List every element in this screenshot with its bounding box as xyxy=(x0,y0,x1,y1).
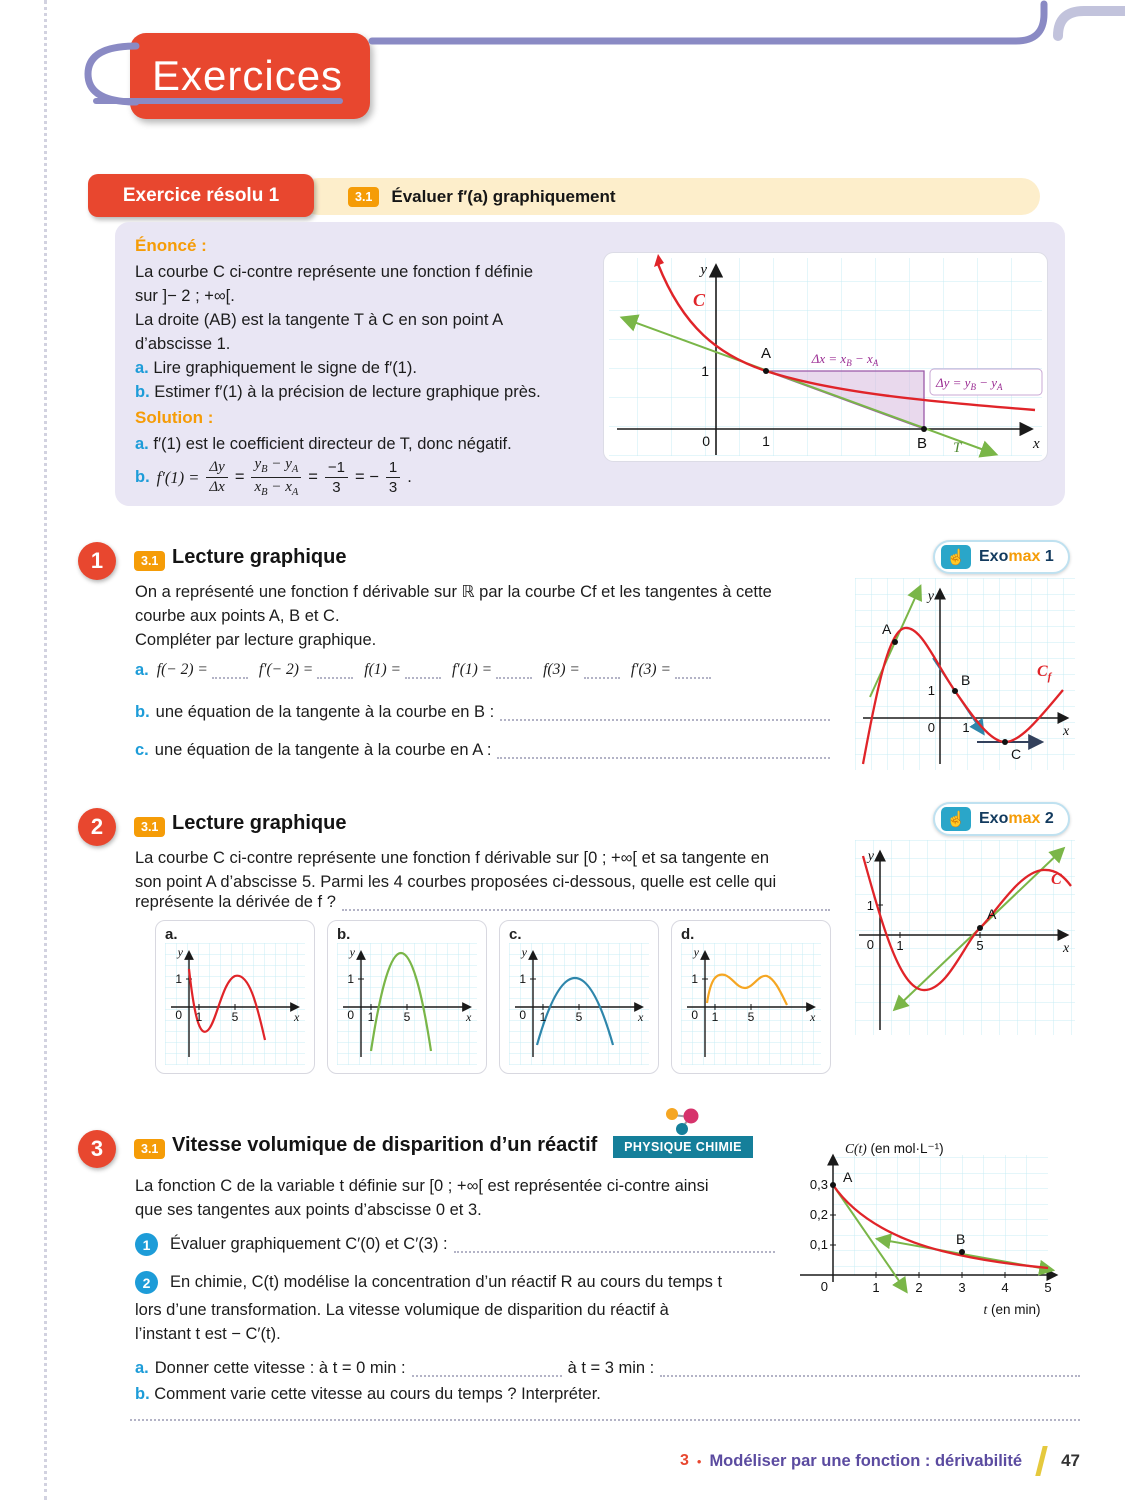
solution-b-prefix: b. xyxy=(135,468,150,487)
y-label-03: 0,3 xyxy=(809,1177,828,1192)
question-text: représente la dérivée de f ? xyxy=(135,893,336,911)
physics-chemistry-tag xyxy=(618,1106,748,1158)
x-label-3: 3 xyxy=(958,1280,966,1295)
question-b xyxy=(135,380,541,404)
tick-0: 0 xyxy=(927,720,935,735)
tick-0: 0 xyxy=(347,1008,354,1022)
footer-divider xyxy=(1035,1446,1047,1476)
option-card-b xyxy=(327,920,487,1074)
question-2-line-1: En chimie, C(t) modélise la concentration d’un réactif R au cours du temps t xyxy=(170,1273,723,1291)
enonce-line-4: d’abscisse 1. xyxy=(135,335,231,353)
blank-item: f(− 2) = xyxy=(157,658,248,682)
axis-label-x: x xyxy=(1063,941,1070,956)
blank-item: f′(− 2) = xyxy=(259,658,353,682)
axis-label-x: x xyxy=(810,1010,816,1024)
tick-5-x: 5 xyxy=(231,1010,239,1024)
x-label-0: 0 xyxy=(820,1279,828,1294)
point-A xyxy=(763,368,769,374)
question-b-prefix: b. xyxy=(135,703,150,721)
page-footer xyxy=(560,1446,1080,1476)
x-label-1: 1 xyxy=(872,1280,880,1295)
paragraph-line: On a représenté une fonction f dérivable sur ℝ par la courbe Cf et les tangentes à cette xyxy=(135,583,772,601)
enonce-line-1: La courbe C ci-contre représente une fonction f définie xyxy=(135,263,534,281)
exercise-3-graph xyxy=(790,1142,1075,1332)
section-badge: 3.1 xyxy=(134,817,165,837)
fraction-one-third: $\frac{1}{3}$ xyxy=(386,459,400,497)
label-B: B xyxy=(956,1231,966,1247)
resolved-exercise-box xyxy=(115,222,1065,506)
exercise-title: Vitesse volumique de disparition d’un réactif xyxy=(172,1134,598,1156)
section-badge: 3.1 xyxy=(134,1139,165,1159)
tick-5-x: 5 xyxy=(747,1010,755,1024)
axis-label-x: x xyxy=(1033,436,1040,452)
left-decoration-curve xyxy=(88,46,136,102)
tick-0: 0 xyxy=(175,1008,182,1022)
question-a-prefix: a. xyxy=(135,661,149,679)
axis-label-y: y xyxy=(521,945,527,959)
exercise-1-graph xyxy=(855,578,1075,770)
fill-in-row xyxy=(135,658,895,682)
x-label-2: 2 xyxy=(915,1280,923,1295)
grid xyxy=(833,1155,1048,1275)
resolved-label xyxy=(88,174,314,217)
label-curve: C xyxy=(1051,871,1062,888)
paragraph-line: Compléter par lecture graphique. xyxy=(135,631,377,649)
paragraph-line: La courbe C ci-contre représente une fonction f dérivable sur [0 ; +∞[ et sa tangente en xyxy=(135,849,770,867)
question-c-row xyxy=(135,738,830,762)
tick-1-x: 1 xyxy=(962,720,970,735)
y-axis-title: C(t) (en mol·L⁻¹) xyxy=(845,1142,944,1156)
axis-label-y: y xyxy=(927,589,934,604)
solution-b-formula xyxy=(135,456,412,499)
paragraph-line: La fonction C de la variable t définie sur [0 ; +∞[ est représentée ci-contre ainsi xyxy=(135,1177,709,1195)
x-label-4: 4 xyxy=(1001,1280,1009,1295)
formula-lead: f′(1) = xyxy=(156,467,200,487)
tick-1-y: 1 xyxy=(866,898,874,913)
answer-line xyxy=(454,1238,775,1253)
label-A: A xyxy=(761,345,772,362)
tick-5-x: 5 xyxy=(976,938,984,953)
axis-label-y: y xyxy=(867,849,874,864)
label-A: A xyxy=(987,906,997,922)
option-label: b. xyxy=(337,926,351,943)
label-B: B xyxy=(961,672,971,688)
footer-chapter-title: Modéliser par une fonction : dérivabilité xyxy=(709,1451,1023,1470)
exercise-title: Lecture graphique xyxy=(172,546,347,568)
answer-blank xyxy=(496,664,532,679)
tick-1-y: 1 xyxy=(347,972,354,986)
tick-1-x: 1 xyxy=(711,1010,719,1024)
axis-label-y: y xyxy=(693,945,699,959)
tick-0: 0 xyxy=(702,433,710,449)
question-a-prefix: a. xyxy=(135,1359,149,1377)
question-a-text-2: à t = 3 min : xyxy=(567,1359,655,1377)
blank-item: f(1) = xyxy=(364,658,441,682)
axis-label-x: x xyxy=(294,1010,300,1024)
molecule-icon xyxy=(657,1106,709,1136)
tick-1-y: 1 xyxy=(701,363,709,379)
period: . xyxy=(407,468,412,487)
binding-edge xyxy=(44,0,47,1500)
answer-line xyxy=(497,744,830,759)
question-a-text: Donner cette vitesse : à t = 0 min : xyxy=(154,1359,406,1377)
exomax-button[interactable] xyxy=(933,802,1070,836)
exercise-number-badge: 2 xyxy=(78,808,116,846)
question-2-number: 2 xyxy=(135,1271,158,1294)
axis-label-x: x xyxy=(1063,724,1070,739)
resolved-exercise-title: Évaluer f′(a) graphiquement xyxy=(391,186,616,206)
equals-minus: = − xyxy=(355,468,379,487)
equals-sign: = xyxy=(308,468,318,487)
question-b-prefix: b. xyxy=(135,1385,150,1403)
exomax-hand-icon: ☝ xyxy=(941,807,971,831)
solution-a xyxy=(135,432,512,456)
question-a-prefix: a. xyxy=(135,359,149,377)
exercise-title: Lecture graphique xyxy=(172,812,347,834)
question-b-text: Estimer f′(1) à la précision de lecture graphique près. xyxy=(154,383,541,401)
enonce-line-3: La droite (AB) est la tangente T à C en son point A xyxy=(135,311,504,329)
point-A xyxy=(892,639,898,645)
blank-item: f′(1) = xyxy=(452,658,532,682)
fraction-minus-one-third: $\frac{-1}{3}$ xyxy=(325,459,348,497)
question-b-row xyxy=(135,1382,601,1406)
page-banner xyxy=(130,33,370,119)
resolved-label-text: Exercice résolu 1 xyxy=(122,184,280,206)
tick-0: 0 xyxy=(866,937,874,952)
answer-line xyxy=(660,1362,1080,1377)
paragraph-line: courbe aux points A, B et C. xyxy=(135,607,340,625)
question-b-text: Comment varie cette vitesse au cours du temps ? Interpréter. xyxy=(154,1385,601,1403)
answer-blank xyxy=(412,1362,562,1377)
axis-label-y: y xyxy=(349,945,355,959)
point-B xyxy=(959,1249,965,1255)
equals-sign: = xyxy=(234,468,245,487)
tick-1-y: 1 xyxy=(519,972,526,986)
question-a-row xyxy=(135,1356,1080,1380)
question-2-line-3: l’instant t est − C′(t). xyxy=(135,1325,281,1343)
exercise-2-graph xyxy=(855,840,1075,1035)
tick-5-x: 5 xyxy=(403,1010,411,1024)
option-label: a. xyxy=(165,926,178,943)
exomax-hand-icon: ☝ xyxy=(941,545,971,569)
option-card-d xyxy=(671,920,831,1074)
question-c-text: une équation de la tangente à la courbe en A : xyxy=(154,741,492,759)
exercise-number-badge: 1 xyxy=(78,542,116,580)
tick-1-x: 1 xyxy=(539,1010,547,1024)
fraction-yb-ya: $\frac{y_B - y_A}{x_B - x_A}$ xyxy=(251,456,301,499)
point-B xyxy=(921,426,927,432)
question-b-prefix: b. xyxy=(135,383,150,401)
page-number: 47 xyxy=(1061,1451,1080,1470)
answer-line xyxy=(500,706,830,721)
delta-y-label: $\Delta y = y_B - y_A$ xyxy=(936,375,1003,392)
top-decoration-line xyxy=(372,4,1044,41)
fraction-dy-dx: $\frac{\Delta y}{\Delta x}$ xyxy=(206,459,227,497)
y-label-01: 0,1 xyxy=(809,1237,828,1252)
tick-1-x: 1 xyxy=(195,1010,203,1024)
tick-5-x: 5 xyxy=(575,1010,583,1024)
question-a xyxy=(135,356,417,380)
tick-0: 0 xyxy=(519,1008,526,1022)
option-a-graph xyxy=(165,943,305,1065)
enonce-line-2: sur ]− 2 ; +∞[. xyxy=(135,287,235,305)
question-a-text: Lire graphiquement le signe de f′(1). xyxy=(153,359,417,377)
axis-label-y: y xyxy=(177,945,183,959)
paragraph-line: son point A d’abscisse 5. Parmi les 4 courbes proposées ci-dessous, quelle est celle qui xyxy=(135,873,777,891)
label-C: C xyxy=(1011,746,1022,762)
page-title: Exercices xyxy=(152,52,344,99)
label-A: A xyxy=(882,621,892,637)
solution-a-text: f′(1) est le coefficient directeur de T, donc négatif. xyxy=(153,435,512,453)
resolved-graph xyxy=(603,252,1048,462)
axis-label-x: x xyxy=(466,1010,472,1024)
tick-1-x: 1 xyxy=(762,433,770,449)
answer-blank xyxy=(212,664,248,679)
answer-line-full xyxy=(130,1419,1080,1421)
section-badge: 3.1 xyxy=(134,551,165,571)
footer-separator: • xyxy=(696,1453,702,1469)
y-label-02: 0,2 xyxy=(809,1207,828,1222)
exercise-3 xyxy=(78,1122,1088,1412)
x-label-5: 5 xyxy=(1044,1280,1052,1295)
point-A xyxy=(830,1182,836,1188)
subject-badge: PHYSIQUE CHIMIE xyxy=(613,1136,753,1158)
answer-blank xyxy=(405,664,441,679)
label-A: A xyxy=(843,1169,853,1185)
axis-label-x: x xyxy=(638,1010,644,1024)
option-label: c. xyxy=(509,926,522,943)
option-card-a xyxy=(155,920,315,1074)
option-b-graph xyxy=(337,943,477,1065)
tick-1-x: 1 xyxy=(367,1010,375,1024)
question-1-row xyxy=(135,1232,775,1256)
question-b-row xyxy=(135,700,830,724)
exomax-button[interactable] xyxy=(933,540,1070,574)
question-row xyxy=(135,890,830,914)
exercise-1 xyxy=(78,540,1078,790)
question-c-prefix: c. xyxy=(135,741,149,759)
tick-1-y: 1 xyxy=(927,683,935,698)
exercise-number-badge: 3 xyxy=(78,1130,116,1168)
question-1-number: 1 xyxy=(135,1233,158,1256)
axis-label-y: y xyxy=(700,262,707,278)
exomax-label: Exomax 1 xyxy=(979,548,1054,565)
point-B xyxy=(952,688,958,694)
label-T: T xyxy=(953,440,962,456)
corner-decoration-line xyxy=(1058,11,1125,36)
label-curve: C xyxy=(693,290,706,310)
option-d-graph xyxy=(681,943,821,1065)
x-axis-title: t (en min) xyxy=(983,1302,1041,1317)
label-curve: $C_f$ xyxy=(1037,663,1052,683)
question-b-text: une équation de la tangente à la courbe en B : xyxy=(155,703,495,721)
blank-item: f′(3) = xyxy=(631,658,711,682)
answer-blank xyxy=(317,664,353,679)
tick-1-y: 1 xyxy=(175,972,182,986)
solution-heading: Solution : xyxy=(135,408,214,427)
tick-0: 0 xyxy=(691,1008,698,1022)
paragraph-line: que ses tangentes aux points d’abscisse 0 et 3. xyxy=(135,1201,482,1219)
tick-1-x: 1 xyxy=(896,938,904,953)
label-B: B xyxy=(917,435,928,452)
option-label: d. xyxy=(681,926,695,943)
question-2-line-2: lors d’une transformation. La vitesse volumique de disparition du réactif à xyxy=(135,1301,669,1319)
point-A xyxy=(977,925,983,931)
exomax-label: Exomax 2 xyxy=(979,810,1054,827)
question-1-text: Évaluer graphiquement C′(0) et C′(3) : xyxy=(170,1235,448,1253)
option-c-graph xyxy=(509,943,649,1065)
option-card-c xyxy=(499,920,659,1074)
answer-line xyxy=(342,896,830,911)
footer-chapter-number: 3 xyxy=(679,1452,689,1469)
point-C xyxy=(1002,739,1008,745)
tick-1-y: 1 xyxy=(691,972,698,986)
answer-options xyxy=(155,920,831,1074)
section-badge: 3.1 xyxy=(348,187,379,207)
answer-blank xyxy=(675,664,711,679)
solution-a-prefix: a. xyxy=(135,435,149,453)
delta-x-label: $\Delta x = x_B - x_A$ xyxy=(811,351,879,368)
blank-item: f(3) = xyxy=(543,658,620,682)
answer-blank xyxy=(584,664,620,679)
exercise-2 xyxy=(78,806,1078,1086)
enonce-heading: Énoncé : xyxy=(135,236,207,255)
question-2-row xyxy=(135,1270,722,1294)
resolved-header-band xyxy=(300,178,1040,215)
